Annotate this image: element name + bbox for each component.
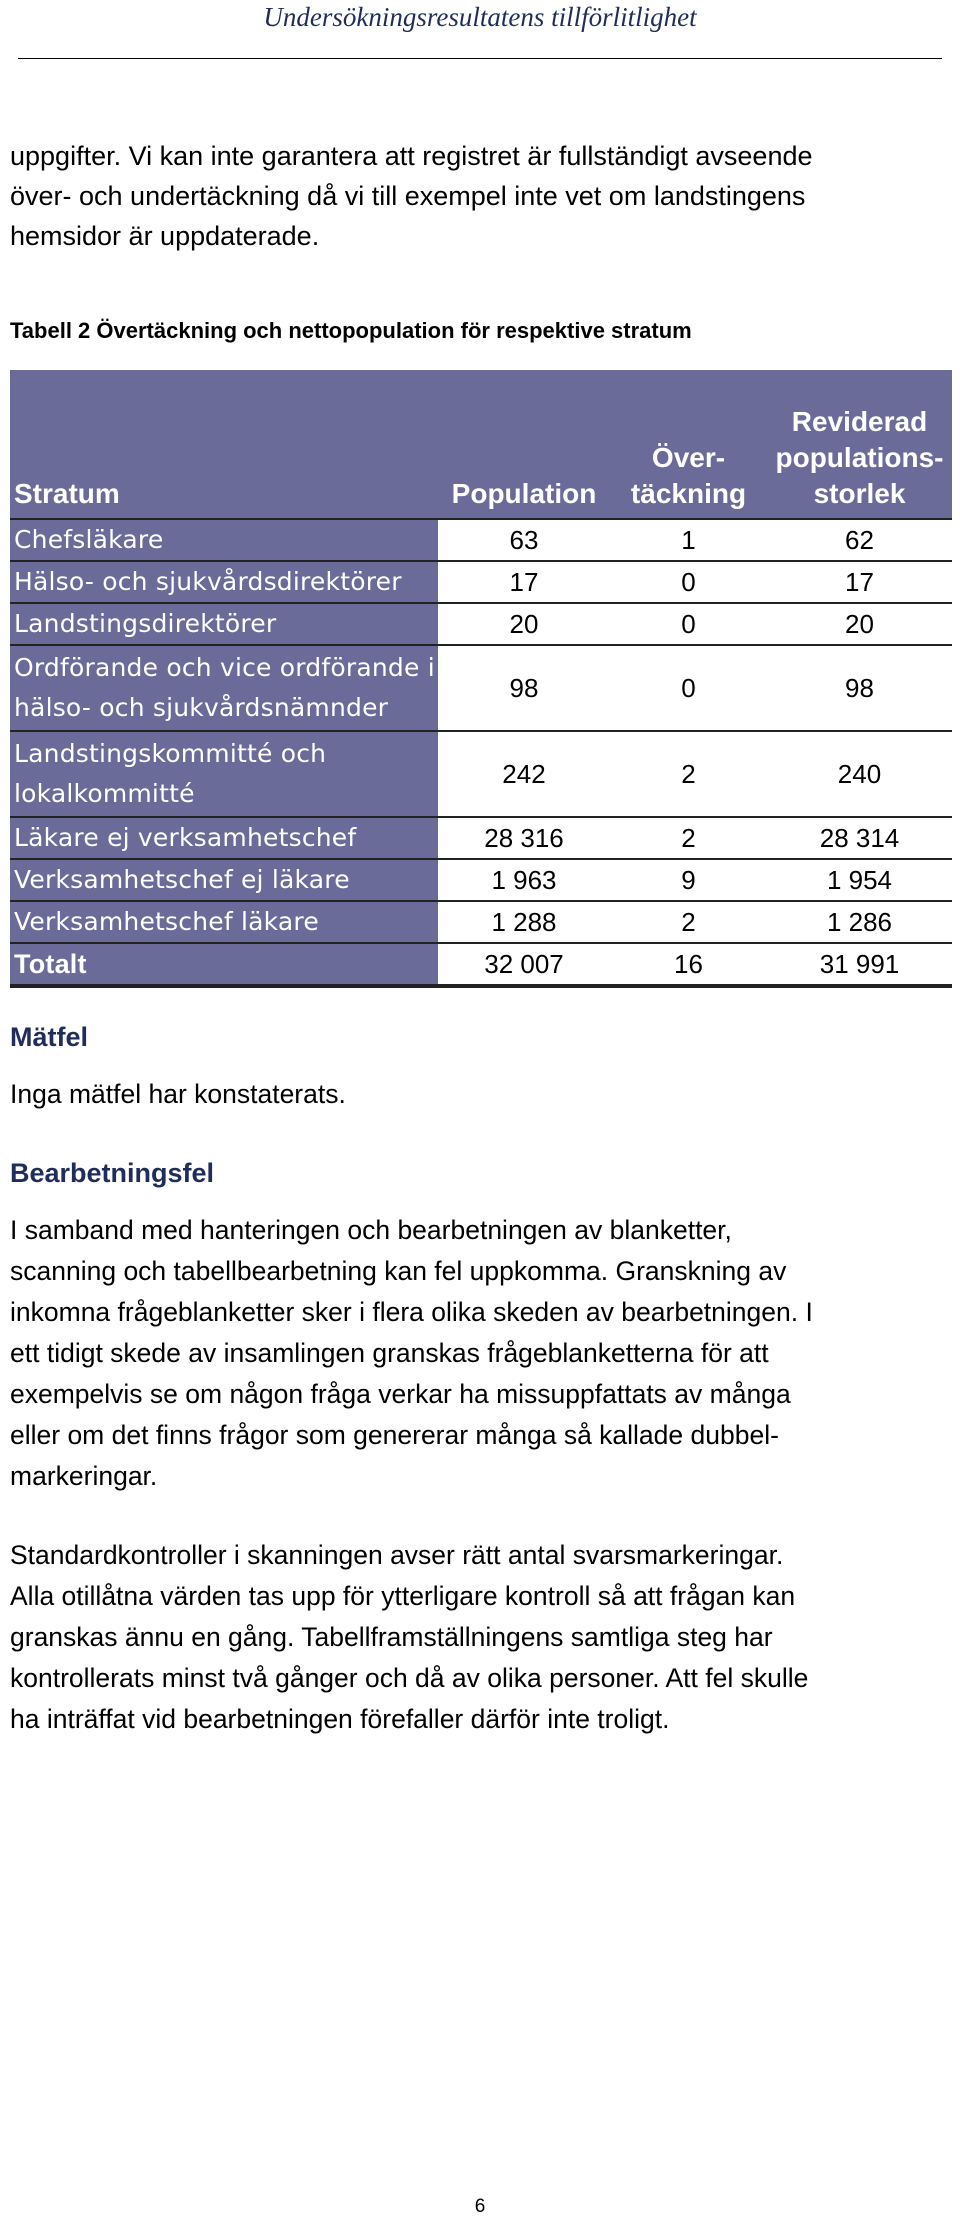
paragraph-line: Standardkontroller i skanningen avser rätt antal svarsmarkeringar. [10,1540,784,1570]
total-overtackning: 16 [610,943,767,986]
row-label-line: hälso- och sjukvårdsnämnder [14,693,389,722]
cell-population: 1 288 [438,901,610,943]
paragraph-line: exempelvis se om någon fråga verkar ha missuppfattats av många [10,1379,791,1409]
paragraph-line: Alla otillåtna värden tas upp för ytterligare kontroll så att frågan kan [10,1581,796,1611]
total-population: 32 007 [438,943,610,986]
cell-overtackning: 9 [610,859,767,901]
header-overtackning [610,370,767,519]
total-reviderad: 31 991 [767,943,952,986]
paragraph-line: granskas ännu en gång. Tabellframställningens samtliga steg har [10,1622,773,1652]
cell-reviderad: 28 314 [767,817,952,859]
intro-line: uppgifter. Vi kan inte garantera att registret är fullständigt avseende [10,141,813,171]
row-label: Landstingsdirektörer [10,603,438,645]
row-label: Verksamhetschef läkare [10,901,438,943]
table-row [10,519,952,561]
table-row [10,901,952,943]
bearbetningsfel-paragraph-2 [10,1535,950,1740]
total-label: Totalt [10,943,438,986]
paragraph-line: kontrollerats minst två gånger och då av olika personer. Att fel skulle [10,1663,809,1693]
table-caption: Tabell 2 Övertäckning och nettopopulation för respektive stratum [10,318,692,343]
cell-overtackning: 0 [610,645,767,731]
row-label: Läkare ej verksamhetschef [10,817,438,859]
stratum-table [10,370,952,988]
intro-line: hemsidor är uppdaterade. [10,221,320,251]
table-row [10,645,952,731]
cell-population: 63 [438,519,610,561]
row-label-line: Ordförande och vice ordförande i [14,653,435,682]
cell-overtackning: 2 [610,731,767,817]
section-heading-matfel: Mätfel [10,1022,89,1052]
cell-reviderad: 62 [767,519,952,561]
cell-reviderad: 240 [767,731,952,817]
cell-population: 98 [438,645,610,731]
header-stratum: Stratum [10,370,438,519]
row-label: Chefsläkare [10,519,438,561]
paragraph-line: eller om det finns frågor som genererar många så kallade dubbel- [10,1420,779,1450]
cell-reviderad: 1 954 [767,859,952,901]
header-reviderad-line: Reviderad [791,406,928,437]
paragraph-line: scanning och tabellbearbetning kan fel uppkomma. Granskning av [10,1256,787,1286]
table-row [10,603,952,645]
table-total-row [10,943,952,986]
cell-reviderad: 17 [767,561,952,603]
cell-reviderad: 1 286 [767,901,952,943]
bearbetningsfel-paragraph-1 [10,1210,950,1497]
header-population: Population [438,370,610,519]
table-row [10,817,952,859]
header-overtackning-line: täckning [630,478,747,509]
row-label [10,731,438,817]
cell-reviderad: 98 [767,645,952,731]
row-label-line: Landstingskommitté och [14,739,327,768]
header-overtackning-line: Över- [651,442,726,473]
table-row [10,561,952,603]
paragraph-line: inkomna frågeblanketter sker i flera olika skeden av bearbetningen. I [10,1297,813,1327]
cell-overtackning: 0 [610,603,767,645]
cell-population: 20 [438,603,610,645]
row-label: Hälso- och sjukvårdsdirektörer [10,561,438,603]
paragraph-line: ha inträffat vid bearbetningen förefaller därför inte troligt. [10,1704,670,1734]
row-label: Verksamhetschef ej läkare [10,859,438,901]
page-number: 6 [474,2196,486,2217]
row-label [10,645,438,731]
cell-population: 17 [438,561,610,603]
table-row [10,731,952,817]
cell-overtackning: 1 [610,519,767,561]
cell-overtackning: 2 [610,901,767,943]
cell-overtackning: 2 [610,817,767,859]
row-label-line: lokalkommitté [14,779,195,808]
intro-paragraph [10,136,950,256]
header-reviderad [767,370,952,519]
running-header: Undersökningsresultatens tillförlitlighet [263,2,697,32]
paragraph-line: I samband med hanteringen och bearbetningen av blanketter, [10,1215,732,1245]
header-reviderad-line: populations- [775,442,944,473]
cell-overtackning: 0 [610,561,767,603]
header-rule [18,58,942,59]
matfel-text: Inga mätfel har konstaterats. [10,1079,346,1109]
cell-population: 242 [438,731,610,817]
cell-reviderad: 20 [767,603,952,645]
paragraph-line: markeringar. [10,1461,158,1491]
intro-line: över- och undertäckning då vi till exempel inte vet om landstingens [10,181,806,211]
header-reviderad-line: storlek [813,478,906,509]
table-header-row [10,370,952,519]
section-heading-bearbetningsfel: Bearbetningsfel [10,1158,215,1188]
paragraph-line: ett tidigt skede av insamlingen granskas frågeblanketterna för att [10,1338,769,1368]
cell-population: 28 316 [438,817,610,859]
table-row [10,859,952,901]
cell-population: 1 963 [438,859,610,901]
